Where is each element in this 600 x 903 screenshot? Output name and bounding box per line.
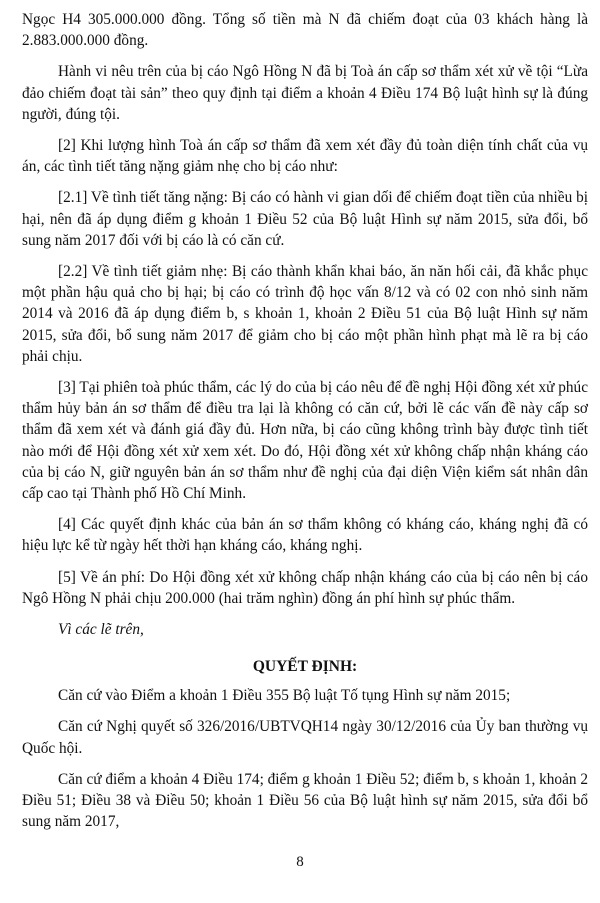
- decision-basis-3: Căn cứ điểm a khoản 4 Điều 174; điểm g khoản 1 Điều 52; điểm b, s khoản 1, khoản 2 Điều 51; Điều 38 và Điều 50; khoản 1 Điều 56 của Bộ luật hình sự năm 2015, sửa đổi bổ sung năm 2017,: [22, 770, 588, 831]
- decision-basis-2: Căn cứ Nghị quyết số 326/2016/UBTVQH14 ngày 30/12/2016 của Ủy ban thường vụ Quốc hội.: [22, 718, 588, 757]
- paragraph-2-1: [2.1] Về tình tiết tăng nặng: Bị cáo có hành vi gian dối để chiếm đoạt tiền của nhiều bị hại, nên đã áp dụng điểm g khoản 1 Điều 52 của Bộ luật Hình sự năm 2015, sửa đổi, bổ sung năm 2017 đối với bị cáo là có căn cứ.: [22, 189, 588, 249]
- paragraph-2: [2] Khi lượng hình Toà án cấp sơ thẩm đã xem xét đầy đủ toàn diện tính chất của vụ án, các tình tiết tăng nặng giảm nhẹ cho bị cáo như:: [22, 137, 588, 176]
- document-page: [22, 0, 588, 833]
- decision-heading: QUYẾT ĐỊNH:: [252, 658, 358, 676]
- closing-line: Vì các lẽ trên,: [58, 621, 144, 639]
- paragraph-2-2: [2.2] Về tình tiết giảm nhẹ: Bị cáo thành khẩn khai báo, ăn năn hối cải, đã khắc phục một phần hậu quả cho bị hại; bị cáo có trình độ học vấn 8/12 và có 02 con nhỏ sinh năm 2014 và 2016 đã áp dụng điểm b, s khoản 1, khoản 2 Điều 51 của Bộ luật Hình sự năm 2015, sửa đổi, bổ sung năm 2017 để giảm cho bị cáo một phần hình phạt mà lẽ ra bị cáo phải chịu.: [22, 263, 588, 365]
- paragraph-4: [4] Các quyết định khác của bản án sơ thẩm không có kháng cáo, kháng nghị đã có hiệu lực kể từ ngày hết thời hạn kháng cáo, kháng nghị.: [22, 516, 588, 555]
- paragraph-5: [5] Về án phí: Do Hội đồng xét xử không chấp nhận kháng cáo của bị cáo nên bị cáo Ngô Hồng N phải chịu 200.000 (hai trăm nghìn) đồng án phí hình sự phúc thẩm.: [22, 568, 588, 607]
- page-number: 8: [296, 854, 304, 870]
- decision-basis-1: Căn cứ vào Điểm a khoản 1 Điều 355 Bộ luật Tố tụng Hình sự năm 2015;: [58, 687, 511, 705]
- paragraph-conviction: Hành vi nêu trên của bị cáo Ngô Hồng N đã bị Toà án cấp sơ thẩm xét xử về tội “Lừa đảo chiếm đoạt tài sản” theo quy định tại điểm a khoản 4 Điều 174 Bộ luật hình sự là đúng người, đúng tội.: [22, 63, 588, 123]
- paragraph-continuation: Ngọc H4 305.000.000 đồng. Tổng số tiền mà N đã chiếm đoạt của 03 khách hàng là 2.883.000.000 đồng.: [22, 11, 588, 50]
- paragraph-3: [3] Tại phiên toà phúc thẩm, các lý do của bị cáo nêu để đề nghị Hội đồng xét xử phúc thẩm hủy bản án sơ thẩm để điều tra lại là không có căn cứ, bởi lẽ các vấn đề này cấp sơ thẩm đã xem xét và đánh giá đầy đủ. Hơn nữa, bị cáo cũng không trình bày được tình tiết nào mới để Hội đồng xét xử xem xét. Do đó, Hội đồng xét xử không chấp nhận kháng cáo của bị cáo N, giữ nguyên bản án sơ thẩm như đề nghị của đại diện Viện kiểm sát nhân dân cấp cao tại Thành phố Hồ Chí Minh.: [22, 379, 588, 503]
